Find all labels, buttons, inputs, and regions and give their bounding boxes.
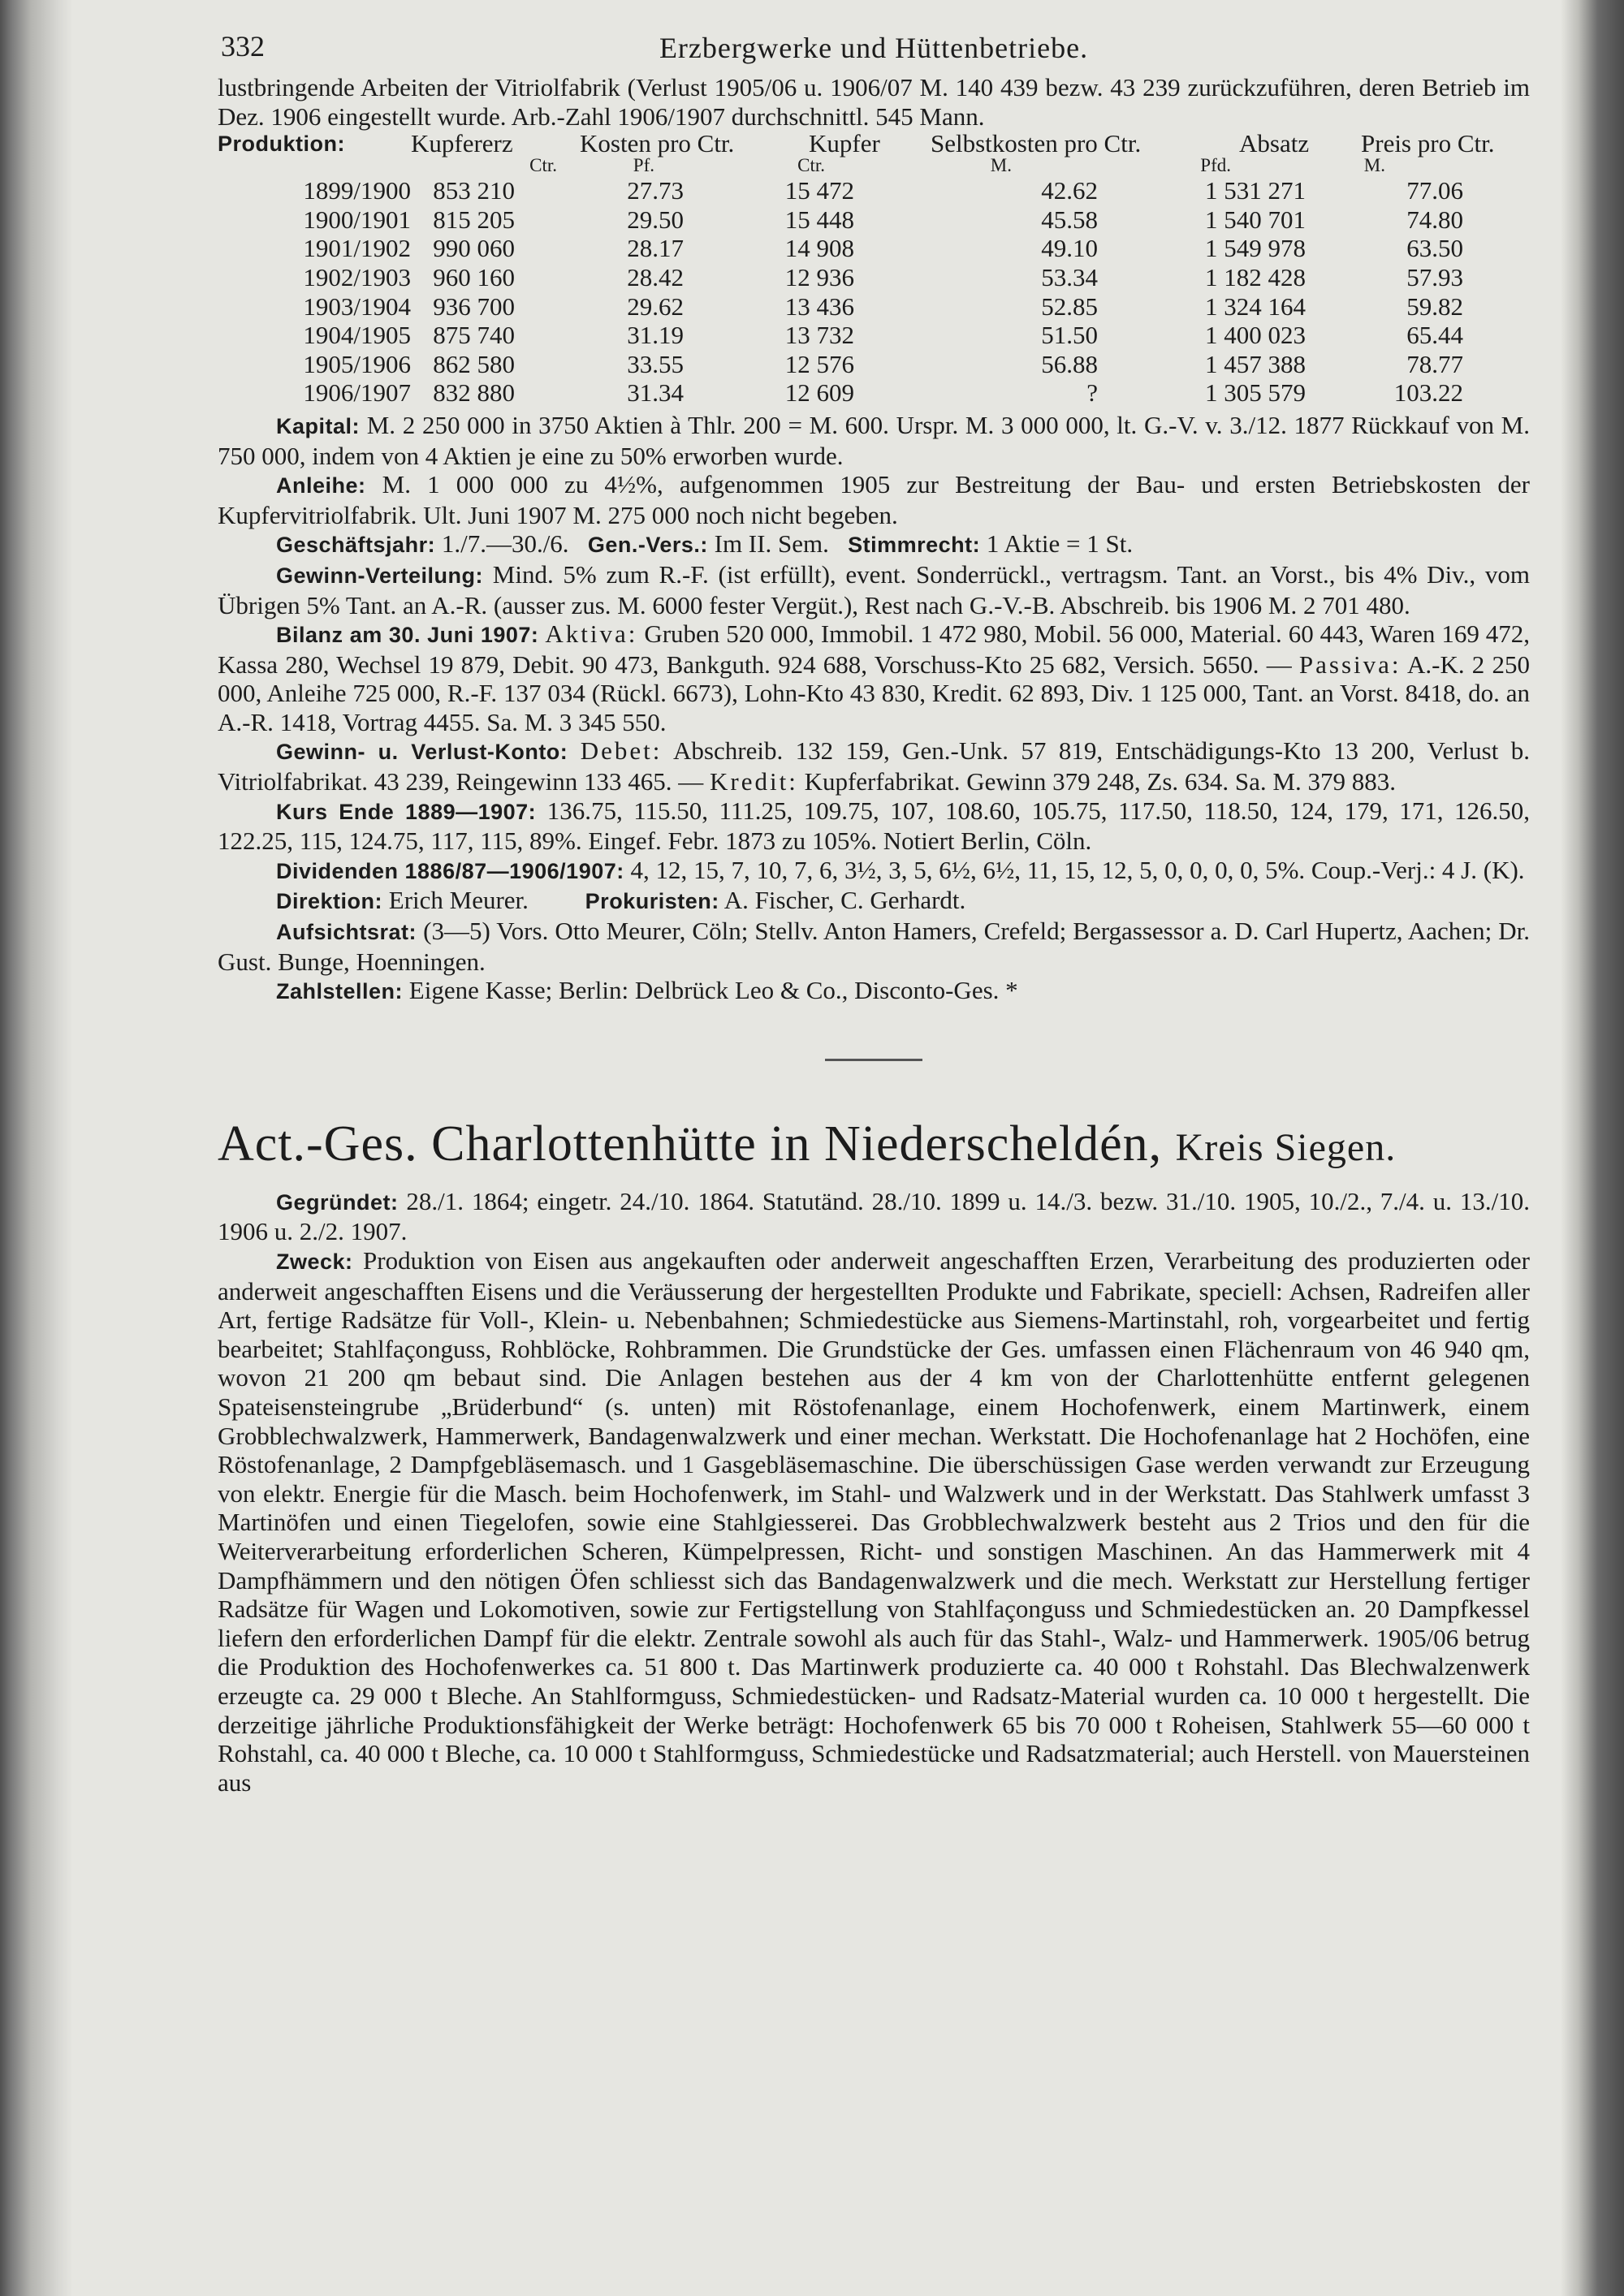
cell-selbstkosten: 49.10: [1041, 234, 1098, 263]
col-header-kosten: Kosten pro Ctr.: [580, 129, 735, 158]
direktion-label: Direktion:: [276, 889, 383, 914]
cell-kupfer: 14 908: [784, 234, 854, 263]
guv-paragraph: [218, 736, 1530, 796]
cell-kupfererz: 815 205: [433, 205, 515, 234]
cell-kosten: 29.62: [627, 291, 684, 321]
kurs-text: 136.75, 115.50, 111.25, 109.75, 107, 108.60, 105.75, 117.50, 118.50, 124, 179, 171, 126.50, 122.25, 115, 124.75, 117, 115, 89%. Eingef. Febr. 1873 zu 105%. Notiert Berlin, Cöln.: [218, 796, 1531, 856]
cell-preis: 57.93: [1406, 262, 1463, 291]
cell-kupfererz: 990 060: [433, 234, 515, 263]
prokuristen-label: Prokuristen:: [585, 889, 719, 914]
passiva-label: Passiva:: [1298, 650, 1402, 679]
intro-paragraph: lustbringende Arbeiten der Vitriolfabrik (Verlust 1905/06 u. 1906/07 M. 140 439 bezw. 43 239 zurückzuführen, deren Betrieb im Dez. 1906 eingestellt wurde. Arb.-Zahl 1906/1907 durchschnittl. 545 Mann.: [218, 73, 1530, 131]
cell-preis: 103.22: [1393, 378, 1463, 408]
cell-preis: 77.06: [1406, 176, 1463, 205]
aufsichtsrat-label: Aufsichtsrat:: [276, 920, 417, 945]
dividenden-paragraph: [218, 856, 1530, 887]
unit-absatz: Pfd.: [1200, 155, 1231, 176]
cell-kupfererz: 853 210: [433, 176, 515, 205]
cell-kupfererz: 862 580: [433, 349, 515, 378]
zweck-label: Zweck:: [276, 1249, 353, 1274]
anleihe-text: M. 1 000 000 zu 4½%, aufgenommen 1905 zur Bestreitung der Bau- und ersten Betriebskosten der Kupfervitriolfabrik. Ult. Juni 1907 M. 275 000 noch nicht begeben.: [218, 470, 1531, 529]
document-page: [218, 29, 1530, 1797]
cell-preis: 59.82: [1406, 291, 1463, 321]
aufsichtsrat-text: (3—5) Vors. Otto Meurer, Cöln; Stellv. Anton Hamers, Crefeld; Bergassessor a. D. Carl Hupertz, Aachen; Dr. Gust. Bunge, Hoenningen.: [218, 917, 1531, 976]
cell-year: 1899/1900: [303, 176, 411, 205]
cell-absatz: 1 182 428: [1205, 262, 1306, 291]
cell-kupfererz: 832 880: [433, 378, 515, 408]
cell-kosten: 31.19: [627, 321, 684, 350]
gewinnverteilung-label: Gewinn-Verteilung:: [276, 563, 484, 588]
cell-kupfer: 13 436: [784, 291, 854, 321]
company-kreis: Kreis Siegen.: [1175, 1125, 1397, 1169]
table-row: [218, 378, 1530, 408]
cell-kosten: 28.42: [627, 262, 684, 291]
production-units: [218, 157, 1530, 175]
col-header-kupfer: Kupfer: [809, 129, 880, 158]
kapital-paragraph: [218, 411, 1530, 470]
kapital-text: M. 2 250 000 in 3750 Aktien à Thlr. 200 = M. 600. Urspr. M. 3 000 000, lt. G.-V. v. 3./12. 1877 Rückkauf von M. 750 000, indem von 4 Aktien je eine zu 50% erworben wurde.: [218, 410, 1530, 470]
cell-absatz: 1 549 978: [1205, 234, 1306, 263]
cell-year: 1903/1904: [303, 291, 411, 321]
gegruendet-paragraph: [218, 1187, 1530, 1246]
production-header: [218, 131, 1530, 157]
table-row: [218, 321, 1530, 350]
cell-selbstkosten: 52.85: [1041, 291, 1098, 321]
dividenden-label: Dividenden 1886/87—1906/1907:: [276, 858, 624, 883]
table-row: [218, 292, 1530, 322]
direktion-text: Erich Meurer.: [388, 886, 529, 915]
kredit-label: Kredit:: [710, 767, 798, 796]
aktiva-label: Aktiva:: [545, 619, 638, 649]
cell-absatz: 1 324 164: [1205, 291, 1306, 321]
table-row: [218, 176, 1530, 205]
direktion-paragraph: [218, 886, 1530, 917]
unit-preis: M.: [1363, 155, 1385, 176]
cell-kosten: 27.73: [627, 176, 684, 205]
cell-absatz: 1 305 579: [1205, 378, 1306, 408]
gegruendet-label: Gegründet:: [276, 1189, 399, 1215]
page-header: [218, 29, 1530, 73]
cell-kupfer: 12 936: [784, 262, 854, 291]
cell-selbstkosten: 56.88: [1041, 349, 1098, 378]
kredit-text: Kupferfabrikat. Gewinn 379 248, Zs. 634. Sa. M. 379 883.: [804, 767, 1396, 796]
cell-kupfer: 15 448: [784, 205, 854, 234]
col-header-selbstkosten: Selbstkosten pro Ctr.: [931, 129, 1142, 158]
zahlstellen-paragraph: [218, 976, 1530, 1007]
cell-kupfererz: 875 740: [433, 321, 515, 350]
unit-kosten: Pf.: [633, 155, 654, 176]
cell-year: 1905/1906: [303, 349, 411, 378]
cell-kupfer: 12 609: [784, 378, 854, 408]
kurs-paragraph: [218, 796, 1530, 856]
cell-selbstkosten: 53.34: [1041, 262, 1098, 291]
scan-gutter-right: [1561, 0, 1624, 2296]
cell-kosten: 33.55: [627, 349, 684, 378]
cell-year: 1900/1901: [303, 205, 411, 234]
cell-kupfer: 15 472: [784, 176, 854, 205]
cell-absatz: 1 531 271: [1205, 176, 1306, 205]
bilanz-label: Bilanz am 30. Juni 1907:: [276, 623, 539, 648]
cell-preis: 63.50: [1406, 234, 1463, 263]
stimmrecht-text: 1 Aktie = 1 St.: [986, 529, 1134, 559]
col-header-kupfererz: Kupfererz: [411, 129, 513, 158]
cell-absatz: 1 540 701: [1205, 205, 1306, 234]
kurs-label: Kurs Ende 1889—1907:: [276, 799, 537, 824]
cell-kupfer: 13 732: [784, 321, 854, 350]
gegruendet-text: 28./1. 1864; eingetr. 24./10. 1864. Statutänd. 28./10. 1899 u. 14./3. bezw. 31./10. 1905, 10./2., 7./4. u. 13./10. 1906 u. 2./2. 1907.: [218, 1186, 1531, 1246]
debet-text: Abschreib. 132 159, Gen.-Unk. 57 819, Entschädigungs-Kto 13 200, Verlust b. Vitriolfabrikat. 43 239, Reingewinn 133 465. —: [218, 736, 1530, 796]
cell-year: 1904/1905: [303, 321, 411, 350]
anleihe-label: Anleihe:: [276, 473, 366, 498]
zahlstellen-text: Eigene Kasse; Berlin: Delbrück Leo & Co., Disconto-Ges. *: [408, 976, 1018, 1005]
geschaeftsjahr-label: Geschäftsjahr:: [276, 533, 436, 558]
cell-year: 1906/1907: [303, 378, 411, 408]
cell-kosten: 29.50: [627, 205, 684, 234]
cell-kupfererz: 960 160: [433, 262, 515, 291]
zweck-paragraph: [218, 1246, 1530, 1797]
page-number: 332: [221, 30, 265, 63]
gen-vers-text: Im II. Sem.: [714, 529, 829, 559]
cell-kosten: 28.17: [627, 234, 684, 263]
table-row: [218, 350, 1530, 379]
cell-preis: 74.80: [1406, 205, 1463, 234]
kapital-label: Kapital:: [276, 413, 361, 438]
cell-selbstkosten: ?: [1086, 378, 1098, 408]
cell-year: 1901/1902: [303, 234, 411, 263]
col-header-absatz: Absatz: [1239, 129, 1310, 158]
cell-preis: 78.77: [1406, 349, 1463, 378]
scan-gutter-left: [0, 0, 73, 2296]
cell-kupfer: 12 576: [784, 349, 854, 378]
passiva-text: A.-K. 2 250 000, Anleihe 725 000, R.-F. 137 034 (Rückl. 6673), Lohn-Kto 43 830, Kredit. 62 893, Div. 1 125 000, Tant. an Vorst. 8418, do. an A.-R. 1418, Vortrag 4455. Sa. M. 3 345 550.: [218, 650, 1530, 736]
table-row: [218, 234, 1530, 263]
gewinnverteilung-text: Mind. 5% zum R.-F. (ist erfüllt), event. Sonderrückl., vertragsm. Tant. an Vorst., bis 4% Div., vom Übrigen 5% Tant. an A.-R. (ausser zus. M. 6000 fester Vergüt.), Rest nach G.-V.-B. Abschreib. bis 1906 M. 2 701 480.: [218, 559, 1530, 619]
geschaeftsjahr-paragraph: [218, 529, 1530, 560]
zweck-text: Produktion von Eisen aus angekauften oder anderweit angeschafften Erzen, Verarbeitung des produzierten oder anderweit angeschafften Eisens und die Veräusserung der hergestellten Produkte und Fabrikate, speciell: Achsen, Radreifen aller Art, fertige Radsätze für Voll-, Klein- u. Nebenbahnen; Schmiedestücke aus Siemens-Martinstahl, roh, vorgearbeitet und fertig bearbeitet; Stahlfaçonguss, Rohblöcke, Rohbrammen. Die Grundstücke der Ges. umfassen einen Flächenraum von 46 940 qm, wovon 21 200 qm bebaut sind. Die Anlagen bestehen aus der 4 km von der Charlottenhütte entfernt gelegenen Spateisensteingrube „Brüderbund“ (s. unten) mit Röstofenanlage, einem Hochofenwerk, einem Martinwerk, einem Grobblechwalzwerk, Hammerwerk, Bandagenwalzwerk und einer mechan. Werkstatt. Die Hochofenanlage hat 2 Hochöfen, eine Röstofenanlage, 2 Dampfgebläsemasch. und 1 Gasgebläsemaschine. Die überschüssigen Gase werden verwandt zur Erzeugung von elektr. Energie für die Masch. beim Hochofenwerk, im Stahl- und Walzwerk und in der Werkstatt. Das Stahlwerk umfasst 3 Martinöfen und einen Tiegelofen, sowie eine Stahlgiesserei. Das Grobblechwalzwerk besteht aus 2 Trios und den für die Weiterverarbeitung erforderlichen Scheren, Kümpelpressen, Richt- und sonstigen Maschinen. An das Hammerwerk mit 4 Dampfhämmern und den nötigen Öfen schliesst sich das Bandagenwalzwerk und die mech. Werkstatt zur Herstellung fertiger Radsätze für Wagen und Lokomotiven, sowie zur Fertigstellung von Stahlfaçonguss und Schmiedestücken an. 20 Dampfkessel liefern den erforderlichen Dampf für die elektr. Zentrale sowohl als auch für das Stahl-, Walz- und Hammerwerk. 1905/06 betrug die Produktion des Hochofenwerkes ca. 51 800 t. Das Martinwerk produzierte ca. 40 000 t Rohstahl. Das Blechwalzenwerk erzeugte ca. 29 000 t Bleche. An Stahlformguss, Schmiedestücken- und Radsatz-Material wurden ca. 10 000 t hergestellt. Die derzeitige jährliche Produktionsfähigkeit der Werke beträgt: Hochofenwerk 65 bis 70 000 t Roheisen, Stahlwerk 55—60 000 t Rohstahl, ca. 40 000 t Bleche, ca. 10 000 t Stahlformguss, Schmiedestücke und Radsatzmaterial; auch Herstell. von Mauersteinen aus: [218, 1246, 1530, 1797]
cell-absatz: 1 457 388: [1205, 349, 1306, 378]
cell-absatz: 1 400 023: [1205, 321, 1306, 350]
geschaeftsjahr-text: 1./7.—30./6.: [441, 529, 569, 559]
production-label: Produktion:: [218, 132, 345, 157]
cell-selbstkosten: 51.50: [1041, 321, 1098, 350]
section-divider: [825, 1059, 922, 1061]
anleihe-paragraph: [218, 470, 1530, 529]
table-row: [218, 263, 1530, 292]
dividenden-text: 4, 12, 15, 7, 10, 7, 6, 3½, 3, 5, 6½, 6½, 11, 15, 12, 5, 0, 0, 0, 0, 5%. Coup.-Verj.: 4 J. (K).: [630, 855, 1525, 884]
gen-vers-label: Gen.-Vers.:: [587, 533, 708, 558]
company-name: Act.-Ges. Charlottenhütte in Niederscheldén,: [218, 1116, 1163, 1172]
gewinnverteilung-paragraph: [218, 560, 1530, 619]
running-title: Erzbergwerke und Hüttenbetriebe.: [659, 32, 1089, 64]
cell-preis: 65.44: [1406, 321, 1463, 350]
guv-label: Gewinn- u. Verlust-Konto:: [276, 740, 568, 765]
aktiva-text: Gruben 520 000, Immobil. 1 472 980, Mobil. 56 000, Material. 60 443, Waren 169 472, Kassa 280, Wechsel 19 879, Debit. 90 473, Bankguth. 924 688, Vorschuss-Kto 25 682, Versich. 5650. —: [218, 619, 1531, 679]
bilanz-paragraph: [218, 619, 1530, 736]
cell-kupfererz: 936 700: [433, 291, 515, 321]
unit-selbstkosten: M.: [990, 155, 1012, 176]
unit-kupfer: Ctr.: [797, 155, 825, 176]
aufsichtsrat-paragraph: [218, 917, 1530, 976]
production-table: [218, 176, 1530, 408]
cell-year: 1902/1903: [303, 262, 411, 291]
unit-kupfererz: Ctr.: [529, 155, 557, 176]
cell-kosten: 31.34: [627, 378, 684, 408]
col-header-preis: Preis pro Ctr.: [1361, 129, 1495, 158]
cell-selbstkosten: 42.62: [1041, 176, 1098, 205]
zahlstellen-label: Zahlstellen:: [276, 979, 404, 1004]
stimmrecht-label: Stimmrecht:: [848, 533, 981, 558]
prokuristen-text: A. Fischer, C. Gerhardt.: [723, 886, 966, 915]
table-row: [218, 205, 1530, 235]
company-title: [218, 1115, 1530, 1177]
cell-selbstkosten: 45.58: [1041, 205, 1098, 234]
debet-label: Debet:: [580, 736, 663, 766]
